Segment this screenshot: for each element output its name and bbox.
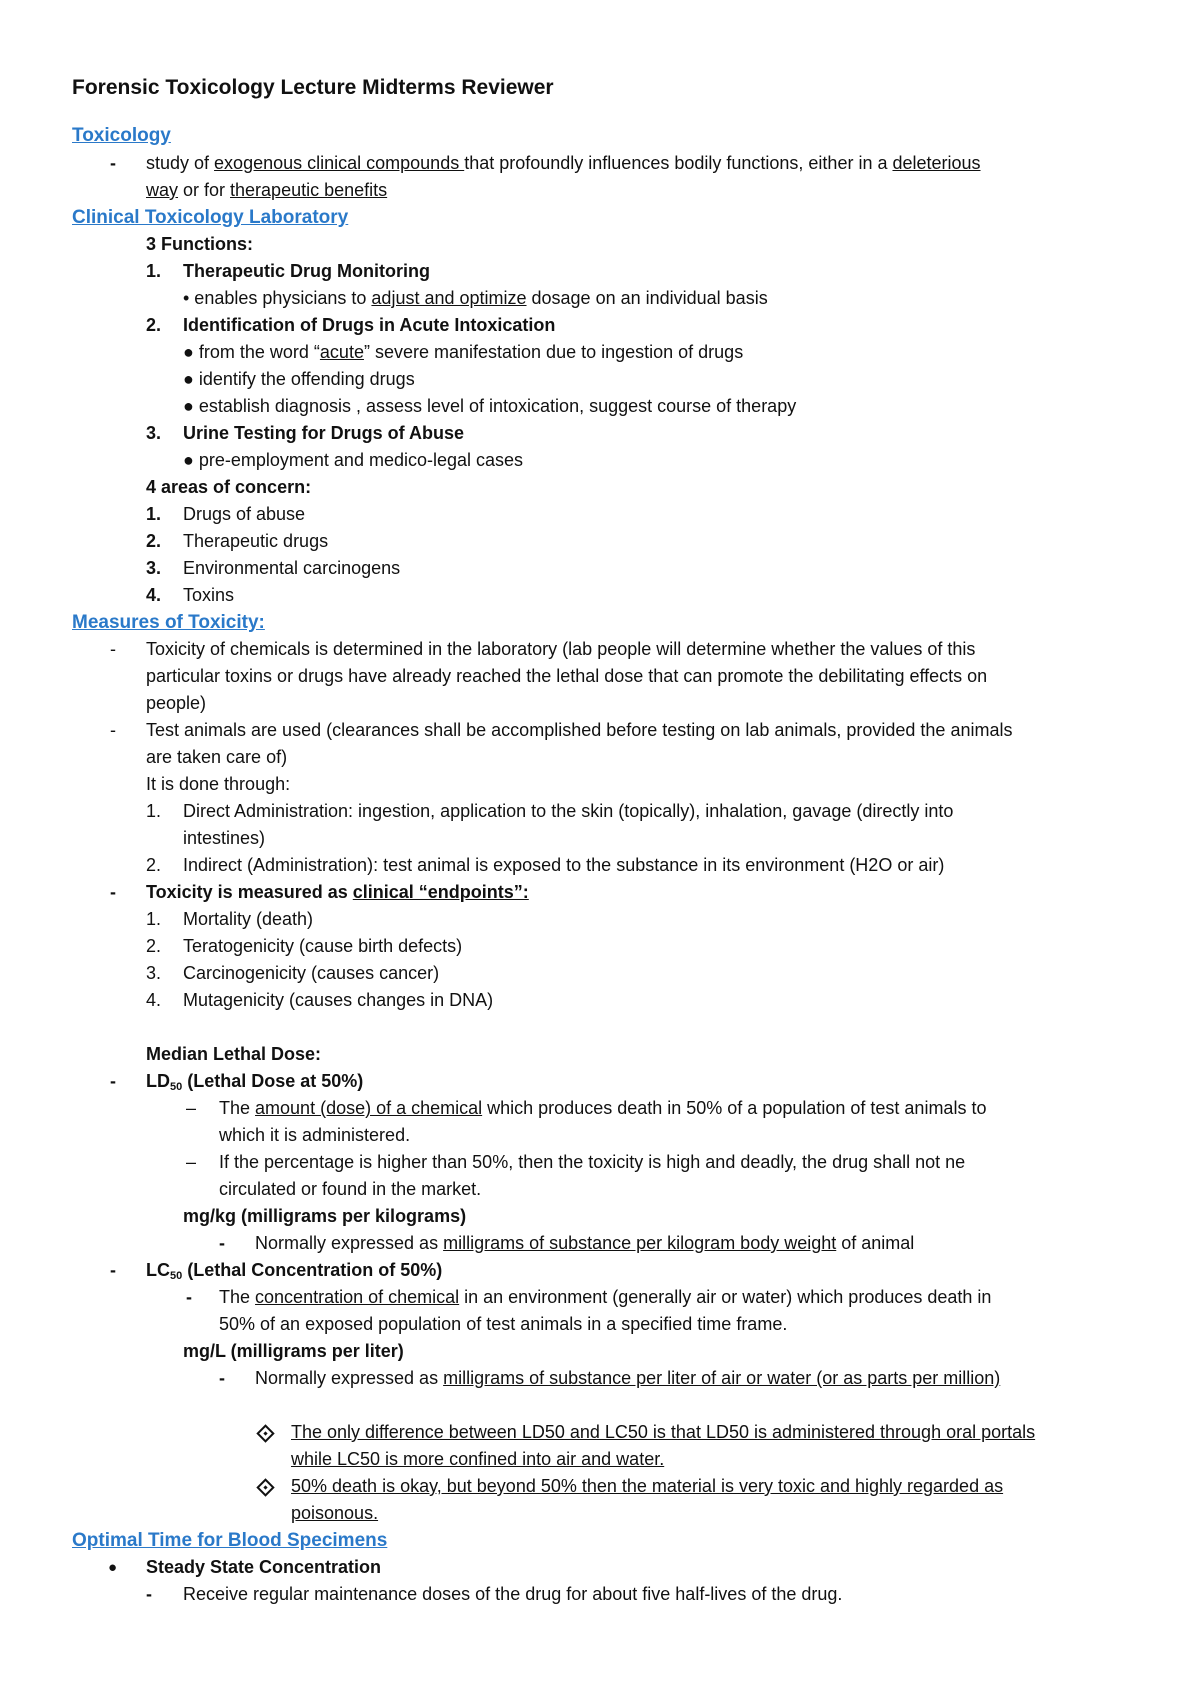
median-lethal-dose-heading: Median Lethal Dose: [146, 1044, 322, 1064]
lc50-heading: $LC_{50}$ (Lethal Concentration of 50%) [146, 1260, 443, 1282]
en-dash-marker: – [186, 1152, 197, 1172]
lc50-unit-heading: mg/L (milligrams per liter) [183, 1341, 404, 1361]
bullet-marker: ● [108, 1559, 118, 1576]
heading-optimal-time-blood-specimens: Optimal Time for Blood Specimens [72, 1530, 388, 1551]
dash-marker: - [110, 882, 116, 902]
functions-label: 3 Functions: [146, 234, 253, 254]
area-item: Therapeutic drugs [183, 531, 329, 551]
list-number: 3. [146, 423, 162, 443]
note-1-line1: The only difference between LD50 and LC50 is that LD50 is administered through oral portals [291, 1422, 1036, 1442]
dash-marker: - [110, 639, 116, 659]
ld50-unit-description: Normally expressed as milligrams of substance per kilogram body weight of animal [255, 1233, 915, 1253]
diamond-bullet-icon [256, 1478, 274, 1496]
dash-marker: - [110, 1260, 116, 1280]
function-2-bullet-3: ● establish diagnosis , assess level of intoxication, suggest course of therapy [183, 396, 797, 416]
heading-toxicology: Toxicology [72, 125, 171, 146]
dash-marker: - [219, 1233, 225, 1253]
en-dash-marker: – [186, 1098, 197, 1118]
measures-paragraph-2-line1: Test animals are used (clearances shall be accomplished before testing on lab animals, provided the animals [146, 720, 1013, 740]
note-2-line2: poisonous. [291, 1503, 379, 1523]
list-number: 1. [146, 261, 162, 281]
ld50-bullet-2-line1: If the percentage is higher than 50%, then the toxicity is high and deadly, the drug shall not ne [219, 1152, 966, 1172]
lc50-unit-description: Normally expressed as milligrams of substance per liter of air or water (or as parts per million) [255, 1368, 1001, 1388]
ld50-bullet-2-line2: circulated or found in the market. [219, 1179, 482, 1199]
measures-paragraph-1-line3: people) [146, 693, 207, 713]
area-item: Toxins [183, 585, 235, 605]
method-1-line2: intestines) [183, 828, 266, 848]
endpoint-item: Mutagenicity (causes changes in DNA) [183, 990, 494, 1010]
area-item: Drugs of abuse [183, 504, 306, 524]
ld50-unit-heading: mg/kg (milligrams per kilograms) [183, 1206, 467, 1226]
endpoint-item: Carcinogenicity (causes cancer) [183, 963, 440, 983]
method-2-line1: Indirect (Administration): test animal is exposed to the substance in its environment (H2O or air) [183, 855, 945, 875]
endpoints-label: Toxicity is measured as clinical “endpoints”: [146, 882, 529, 902]
function-1-title: Therapeutic Drug Monitoring [183, 261, 430, 281]
steady-state-description: Receive regular maintenance doses of the drug for about five half-lives of the drug. [183, 1584, 843, 1604]
lc50-bullet-1-line2: 50% of an exposed population of test animals in a specified time frame. [219, 1314, 788, 1334]
function-3-title: Urine Testing for Drugs of Abuse [183, 423, 465, 443]
list-number: 4. [146, 585, 162, 605]
dash-marker: - [110, 153, 116, 173]
ld50-heading: $LD_{50}$ (Lethal Dose at 50%) [146, 1071, 364, 1093]
ld50-bullet-1-line1: The amount (dose) of a chemical which produces death in 50% of a population of test animals to [219, 1098, 987, 1118]
list-number: 1. [146, 801, 162, 821]
ld50-bullet-1-line2: which it is administered. [219, 1125, 411, 1145]
list-number: 3. [146, 558, 162, 578]
function-1-bullet: • enables physicians to adjust and optimize dosage on an individual basis [183, 288, 768, 308]
measures-paragraph-1-line2: particular toxins or drugs have already reached the lethal dose that can promote the debilitating effects on [146, 666, 988, 686]
function-3-bullet: ● pre-employment and medico-legal cases [183, 450, 524, 470]
dash-marker: - [146, 1584, 152, 1604]
dash-marker: - [110, 720, 116, 740]
function-2-title: Identification of Drugs in Acute Intoxication [183, 315, 556, 335]
lc50-bullet-1-line1: The concentration of chemical in an environment (generally air or water) which produces death in [219, 1287, 992, 1307]
heading-measures-of-toxicity: Measures of Toxicity: [72, 612, 265, 633]
toxicology-definition-line1: study of exogenous clinical compounds that profoundly influences bodily functions, either in a deleterious [146, 153, 981, 173]
note-2-line1: 50% death is okay, but beyond 50% then the material is very toxic and highly regarded as [291, 1476, 1004, 1496]
list-number: 1. [146, 504, 162, 524]
area-item: Environmental carcinogens [183, 558, 401, 578]
endpoint-item: Mortality (death) [183, 909, 314, 929]
measures-paragraph-1-line1: Toxicity of chemicals is determined in the laboratory (lab people will determine whether the values of this [146, 639, 976, 659]
steady-state-concentration-heading: Steady State Concentration [146, 1557, 382, 1577]
endpoint-item: Teratogenicity (cause birth defects) [183, 936, 463, 956]
list-number: 2. [146, 855, 162, 875]
note-1-line2: while LC50 is more confined into air and water. [291, 1449, 665, 1469]
function-2-bullet-2: ● identify the offending drugs [183, 369, 415, 389]
document-title: Forensic Toxicology Lecture Midterms Reviewer [72, 76, 554, 99]
list-number: 2. [146, 936, 162, 956]
dash-marker: - [186, 1287, 192, 1307]
areas-of-concern-label: 4 areas of concern: [146, 477, 312, 497]
method-1-line1: Direct Administration: ingestion, application to the skin (topically), inhalation, gavage (directly into [183, 801, 954, 821]
list-number: 2. [146, 315, 162, 335]
list-number: 4. [146, 990, 162, 1010]
list-number: 1. [146, 909, 162, 929]
function-2-bullet-1: ● from the word “acute” severe manifestation due to ingestion of drugs [183, 342, 744, 362]
done-through-label: It is done through: [146, 774, 291, 794]
list-number: 2. [146, 531, 162, 551]
heading-clinical-toxicology-laboratory: Clinical Toxicology Laboratory [72, 207, 349, 228]
diamond-bullet-icon [256, 1424, 274, 1442]
list-number: 3. [146, 963, 162, 983]
dash-marker: - [219, 1368, 225, 1388]
measures-paragraph-2-line2: are taken care of) [146, 747, 288, 767]
dash-marker: - [110, 1071, 116, 1091]
toxicology-definition-line2: way or for therapeutic benefits [146, 180, 388, 200]
